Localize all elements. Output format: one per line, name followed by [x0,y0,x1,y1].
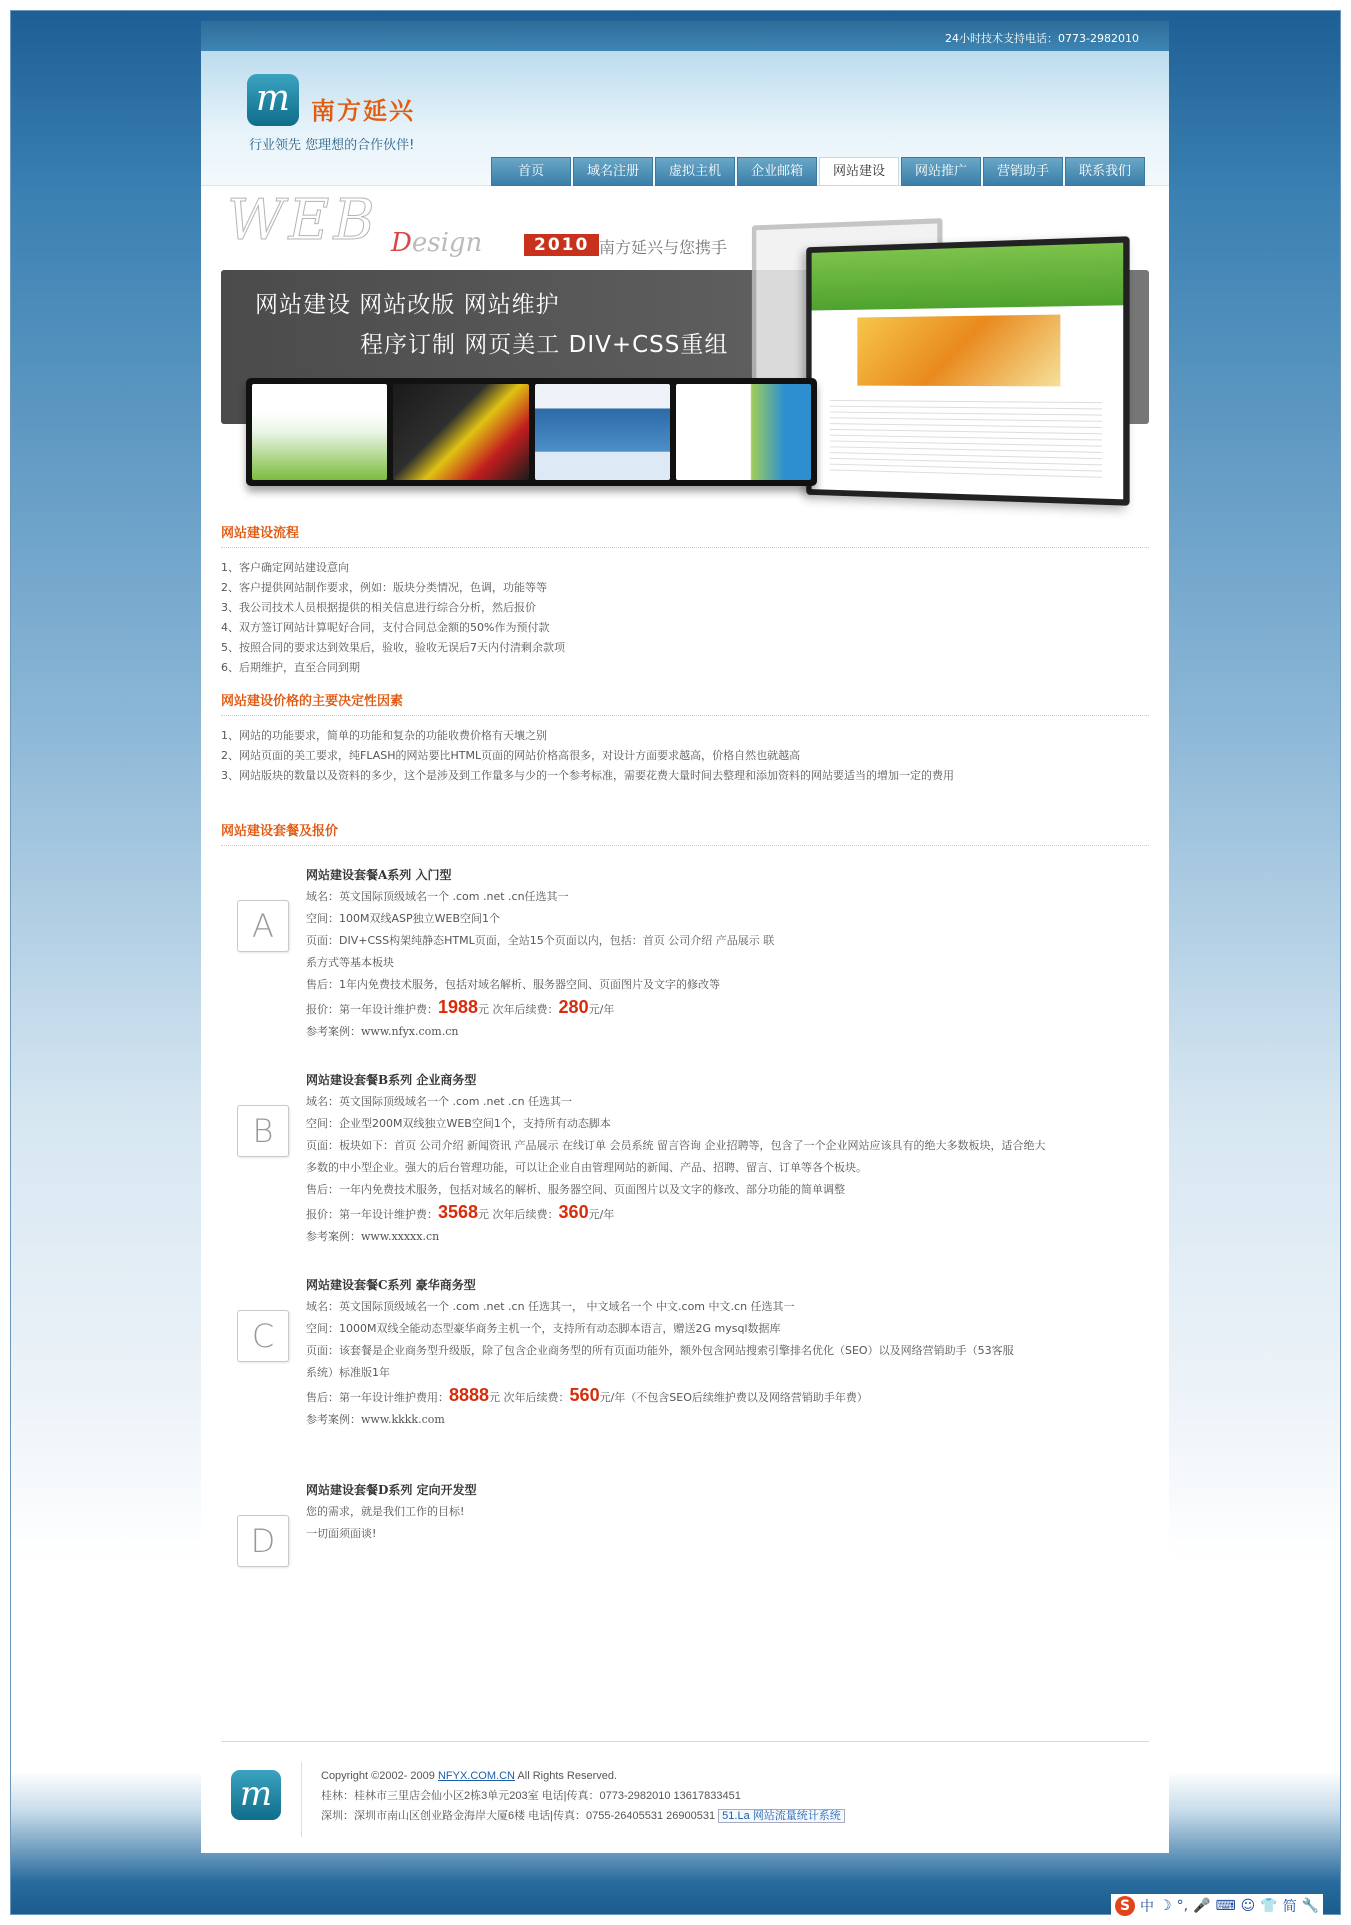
stat-counter-link[interactable]: 51.La 网站流量统计系统 [718,1809,845,1823]
banner-services-2: 程序订制 网页美工 DIV+CSS重组 [360,332,729,358]
list-item: 2、客户提供网站制作要求，例如：版块分类情况，色调，功能等等 [221,581,547,594]
package-b-domain: 域名：英文国际顶级域名一个 .com .net .cn 任选其一 [306,1095,573,1108]
banner-design-text: Design [391,228,483,258]
guilin-address: 桂林：桂林市三里店会仙小区2栋3单元203室 电话|传真：0773-2982010 13617833451 [321,1790,741,1802]
footer-divider [301,1762,302,1837]
banner-tagline: 南方延兴与您携手 [599,238,728,257]
hero-banner [201,186,1169,516]
package-b [221,1069,1149,1274]
page-container [201,21,1169,1853]
package-a-title: 网站建设套餐A系列 入门型 [306,868,452,882]
ime-toolbar [1111,1894,1323,1918]
list-item: 4、双方签订网站计算呢好合同，支付合同总金额的50%作为预付款 [221,621,550,634]
package-d-badge: D [237,1515,289,1567]
list-item: 3、我公司技术人员根据提供的相关信息进行综合分析，然后报价 [221,601,536,614]
package-a [221,864,1149,1069]
process-title: 网站建设流程 [221,516,1149,548]
main-nav [491,157,1147,186]
factors-title: 网站建设价格的主要决定性因素 [221,684,1149,716]
case-link[interactable]: www.nfyx.com.cn [361,1025,459,1038]
user-icon[interactable]: ☺ [1240,1898,1256,1914]
punctuation-icon[interactable]: °, [1176,1898,1189,1914]
package-b-badge: B [237,1105,289,1157]
shirt-icon[interactable]: 👕 [1260,1898,1278,1914]
list-item: 5、按照合同的要求达到效果后，验收，验收无误后7天内付清剩余款项 [221,641,565,654]
list-item: 1、客户确定网站建设意向 [221,561,349,574]
nav-web-build[interactable]: 网站建设 [819,157,899,186]
main-content [201,516,1169,1599]
process-list [221,548,1149,684]
package-c-case: 参考案例：www.kkkk.com [306,1413,445,1426]
copyright-link[interactable]: NFYX.COM.CN [437,1770,515,1782]
nav-home[interactable]: 首页 [491,157,571,186]
copyright: Copyright ©2002- 2009 NFYX.COM.CN All Rights Reserved. [321,1770,618,1782]
nav-promotion[interactable]: 网站推广 [901,157,981,186]
list-item: 2、网站页面的美工要求，纯FLASH的网站要比HTML页面的网站价格高很多，对设计方面要求越高，价格自然也就越高 [221,749,801,762]
ime-lang-toggle[interactable]: 中 [1140,1899,1154,1915]
package-c-title: 网站建设套餐C系列 豪华商务型 [306,1278,476,1292]
site-footer [221,1741,1149,1841]
package-b-after-sales: 售后：一年内免费技术服务，包括对域名的解析、服务器空间、页面图片以及文字的修改、部分功能的简单调整 [306,1183,845,1196]
package-c-space: 空间：1000M双线全能动态型豪华商务主机一个，支持所有动态脚本语言，赠送2G mysql数据库 [306,1322,781,1335]
package-a-after-sales: 售后：1年内免费技术服务，包括对域名解析、服务器空间、页面图片及文字的修改等 [306,978,720,991]
support-phone: 24小时技术支持电话：0773-2982010 [945,32,1139,45]
nav-contact[interactable]: 联系我们 [1065,157,1145,186]
package-b-pages-cont: 多数的中小型企业。强大的后台管理功能，可以让企业自由管理网站的新闻、产品、招聘、留言、订单等各个板块。 [306,1161,867,1174]
package-c-pages: 页面：该套餐是企业商务型升级版，除了包含企业商务型的所有页面功能外，额外包含网站搜索引擎排名优化（SEO）以及网络营销助手（53客服 [306,1344,1014,1357]
logo-slogan: 行业领先 您理想的合作伙伴! [249,138,415,153]
thumbnail-4 [676,384,811,480]
package-c-domain: 域名：英文国际顶级域名一个 .com .net .cn 任选其一， 中文域名一个 中文.com 中文.cn 任选其一 [306,1300,795,1313]
package-b-pages: 页面：板块如下：首页 公司介绍 新闻资讯 产品展示 在线订单 会员系统 留言咨询 企业招聘等，包含了一个企业网站应该具有的绝大多数板块，适合绝大 [306,1139,1046,1152]
site-header [201,51,1169,186]
list-item: 6、后期维护，直至合同到期 [221,661,360,674]
nav-hosting[interactable]: 虚拟主机 [655,157,735,186]
moon-icon[interactable]: ☽ [1159,1898,1172,1914]
package-d-line-2: 一切面须面谈! [306,1527,377,1540]
package-a-pages-cont: 系方式等基本板块 [306,956,394,969]
nav-domain[interactable]: 域名注册 [573,157,653,186]
factors-list [221,716,1149,792]
package-d-line-1: 您的需求，就是我们工作的目标! [306,1505,465,1518]
package-c-pages-cont: 系统）标准版1年 [306,1366,390,1379]
banner-thumbnail-strip [246,378,817,486]
ime-logo-icon[interactable]: S [1115,1896,1135,1916]
package-a-price: 报价：第一年设计维护费：1988元 次年后续费：280元/年 [306,997,615,1017]
package-c-badge: C [237,1310,289,1362]
banner-web-text: WEB [227,188,379,253]
package-b-title: 网站建设套餐B系列 企业商务型 [306,1073,477,1087]
footer-logo-icon: m [231,1770,281,1820]
case-link[interactable]: www.xxxxx.cn [361,1230,440,1243]
logo-icon[interactable]: m [247,74,299,126]
thumbnail-2 [393,384,528,480]
nav-marketing[interactable]: 营销助手 [983,157,1063,186]
package-a-domain: 域名：英文国际顶级域名一个 .com .net .cn任选其一 [306,890,569,903]
package-a-space: 空间：100M双线ASP独立WEB空间1个 [306,912,500,925]
package-c-price: 售后：第一年设计维护费用：8888元 次年后续费：560元/年（不包含SEO后续维护费以及网络营销助手年费） [306,1385,868,1405]
packages-title: 网站建设套餐及报价 [221,814,1149,846]
thumbnail-3 [535,384,670,480]
package-a-pages: 页面：DIV+CSS构架纯静态HTML页面，全站15个页面以内，包括：首页 公司介绍 产品展示 联 [306,934,775,947]
banner-screen-image [806,236,1129,506]
package-b-case: 参考案例：www.xxxxx.cn [306,1230,440,1243]
package-b-price: 报价：第一年设计维护费：3568元 次年后续费：360元/年 [306,1202,615,1222]
case-link[interactable]: www.kkkk.com [361,1413,445,1426]
package-c [221,1274,1149,1479]
package-a-badge: A [237,900,289,952]
banner-services-1: 网站建设 网站改版 网站维护 [255,292,560,318]
keyboard-icon[interactable]: ⌨ [1215,1898,1236,1914]
ime-mode-toggle[interactable]: 简 [1282,1899,1297,1915]
nav-email[interactable]: 企业邮箱 [737,157,817,186]
package-d [221,1479,1149,1599]
package-d-title: 网站建设套餐D系列 定向开发型 [306,1483,477,1497]
package-a-case: 参考案例：www.nfyx.com.cn [306,1025,459,1038]
support-bar [201,21,1169,51]
list-item: 1、网站的功能要求，简单的功能和复杂的功能收费价格有天壤之别 [221,729,547,742]
package-b-space: 空间：企业型200M双线独立WEB空间1个，支持所有动态脚本 [306,1117,611,1130]
microphone-icon[interactable]: 🎤 [1193,1898,1211,1914]
shenzhen-address: 深圳：深圳市南山区创业路金海岸大厦6楼 电话|传真：0755-26405531 26900531 51.La 网站流量统计系统 [321,1806,845,1826]
wrench-icon[interactable]: 🔧 [1301,1898,1320,1914]
thumbnail-1 [252,384,387,480]
footer-text [321,1766,845,1826]
logo-name[interactable]: 南方延兴 [311,97,415,125]
banner-year-badge: 2010 [524,234,599,256]
list-item: 3、网站版块的数量以及资料的多少，这个是涉及到工作量多与少的一个参考标准，需要花费大量时间去整理和添加资料的网站要适当的增加一定的费用 [221,769,954,782]
